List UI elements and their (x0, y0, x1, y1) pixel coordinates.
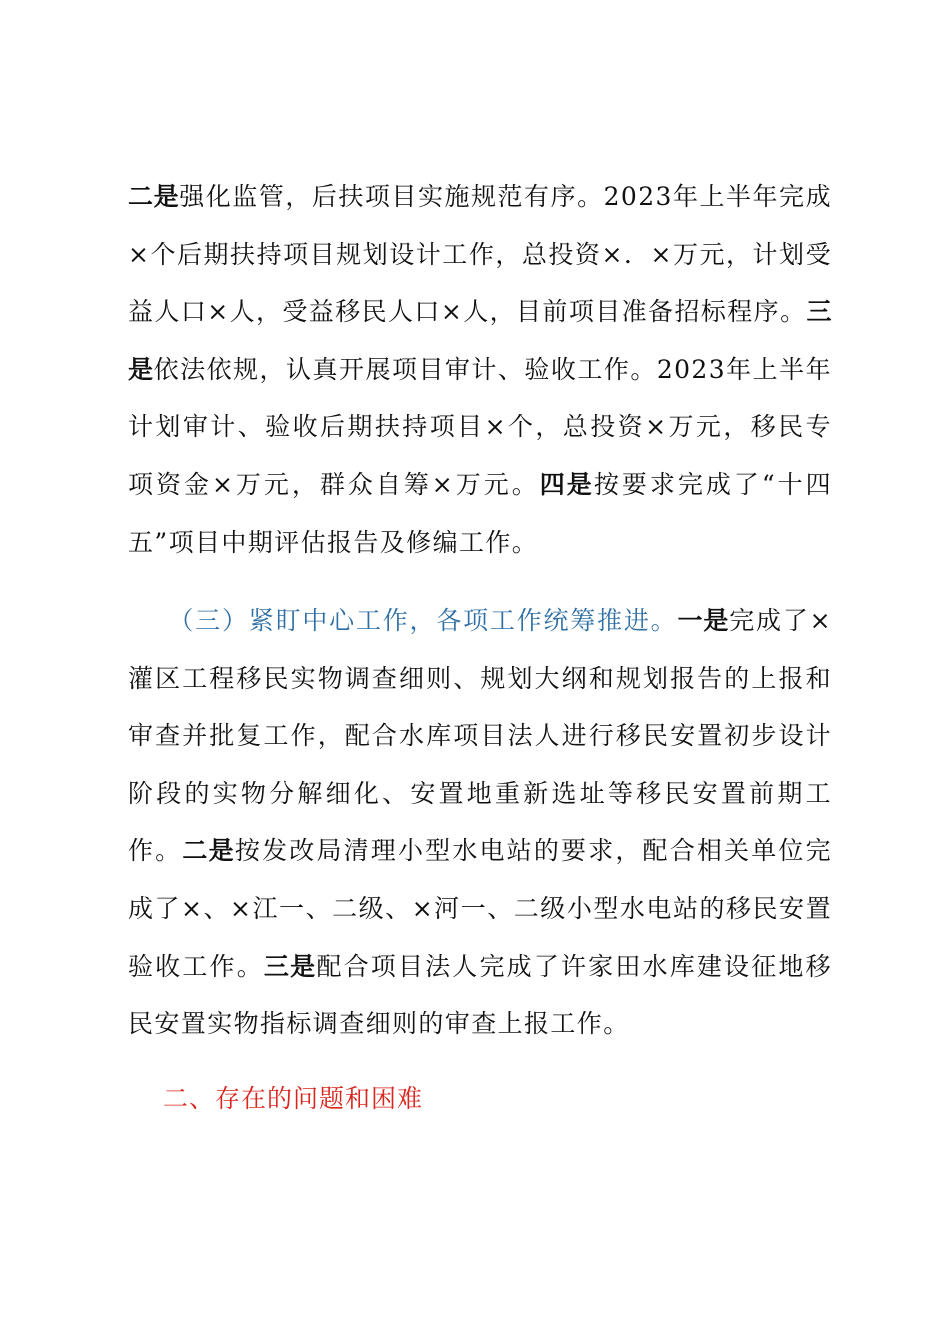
paragraph-central-work (128, 592, 832, 1053)
section-heading: 二、存在的问题和困难 (163, 1084, 424, 1113)
body-text: 强化监管，后扶项目实施规范有序。2023年上半年完成×个后期扶持项目规划设计工作，总投资×．×万元，计划受益人口×人，受益移民人口×人，目前项目准备招标程序。 (128, 182, 832, 327)
subheading: （三）紧盯中心工作，各项工作统筹推进。 (168, 606, 678, 635)
lead-phrase: 二是 (128, 182, 180, 211)
lead-phrase: 三是 (128, 297, 832, 384)
body-text: 完成了×灌区工程移民实物调查细则、规划大纲和规划报告的上报和审查并批复工作，配合水库项目法人进行移民安置初步设计阶段的实物分解细化、安置地重新选址等移民安置前期工作。 (128, 606, 832, 866)
lead-phrase: 二是 (182, 836, 235, 866)
lead-phrase: 一是 (677, 606, 730, 635)
lead-phrase: 三是 (263, 951, 317, 981)
body-text: 配合项目法人完成了许家田水库建设征地移民安置实物指标调查细则的审查上报工作。 (128, 951, 832, 1039)
body-text: 按发改局清理小型水电站的要求，配合相关单位完成了×、×江一、二级、×河一、二级小型水电站的移民安置验收工作。 (128, 836, 832, 981)
lead-phrase: 四是 (539, 469, 594, 499)
body-text: 依法依规，认真开展项目审计、验收工作。2023年上半年计划审计、验收后期扶持项目×个，总投资×万元，移民专项资金×万元，群众自筹×万元。 (128, 354, 832, 499)
paragraph-project-supervision (128, 168, 832, 571)
body-text: 按要求完成了“十四五”项目中期评估报告及修编工作。 (128, 469, 832, 557)
